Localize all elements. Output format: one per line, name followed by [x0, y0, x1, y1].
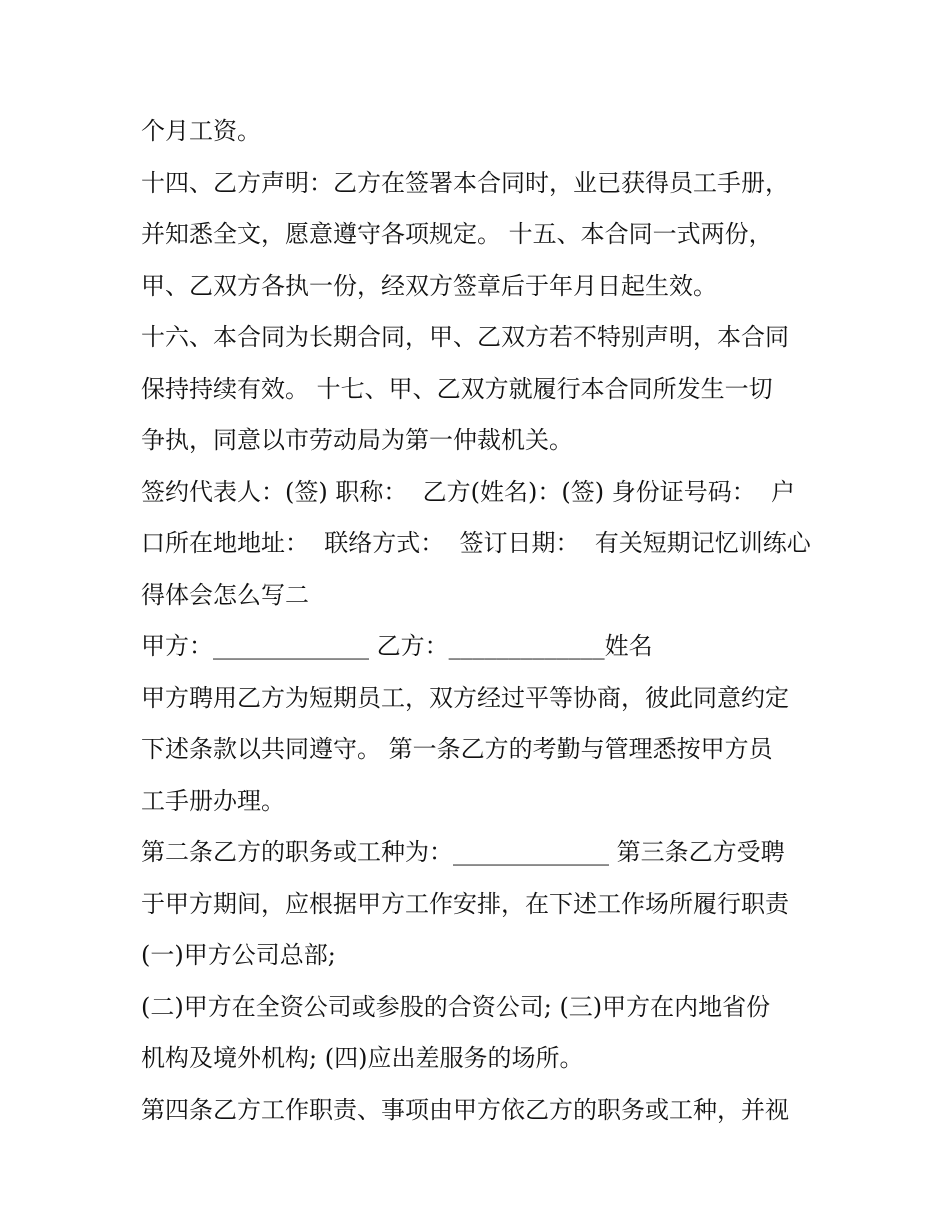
text-line: (一)甲方公司总部; — [141, 941, 336, 969]
text-line: 保持持续有效。 十七、甲、乙双方就履行本合同所发生一切 — [141, 374, 773, 403]
text-line: 签约代表人：(签) 职称： 乙方(姓名)：(签) 身份证号码： 户 — [141, 477, 795, 506]
text-line: 争执，同意以市劳动局为第一仲裁机关。 — [141, 426, 573, 454]
text-line: 甲方聘用乙方为短期员工，双方经过平等协商，彼此同意约定 — [141, 683, 789, 712]
text-line: 十四、乙方声明：乙方在签署本合同时，业已获得员工手册， — [141, 168, 789, 197]
text-line: 个月工资。 — [141, 117, 261, 145]
text-line: 第四条乙方工作职责、事项由甲方依乙方的职务或工种，并视 — [141, 1095, 789, 1124]
text-line: 第二条乙方的职务或工种为：_____________ 第三条乙方受聘 — [141, 838, 785, 866]
text-line: 机构及境外机构; (四)应出差服务的场所。 — [141, 1044, 584, 1072]
text-line: 甲方：_____________ 乙方：_____________姓名 — [141, 632, 653, 660]
text-line: 十六、本合同为长期合同，甲、乙双方若不特别声明，本合同 — [141, 323, 789, 351]
document-body — [141, 106, 821, 1136]
text-line: 口所在地地址： 联络方式： 签订日期： 有关短期记忆训练心 — [141, 529, 811, 557]
text-line: (二)甲方在全资公司或参股的合资公司; (三)甲方在内地省份 — [141, 992, 771, 1021]
text-line: 下述条款以共同遵守。 第一条乙方的考勤与管理悉按甲方员 — [141, 735, 773, 763]
text-line: 于甲方期间，应根据甲方工作安排，在下述工作场所履行职责 — [141, 889, 789, 918]
text-line: 得体会怎么写二 — [141, 580, 309, 609]
text-line: 工手册办理。 — [141, 786, 285, 815]
text-line: 并知悉全文，愿意遵守各项规定。 十五、本合同一式两份， — [141, 220, 773, 248]
text-line: 甲、乙双方各执一份，经双方签章后于年月日起生效。 — [141, 271, 717, 300]
